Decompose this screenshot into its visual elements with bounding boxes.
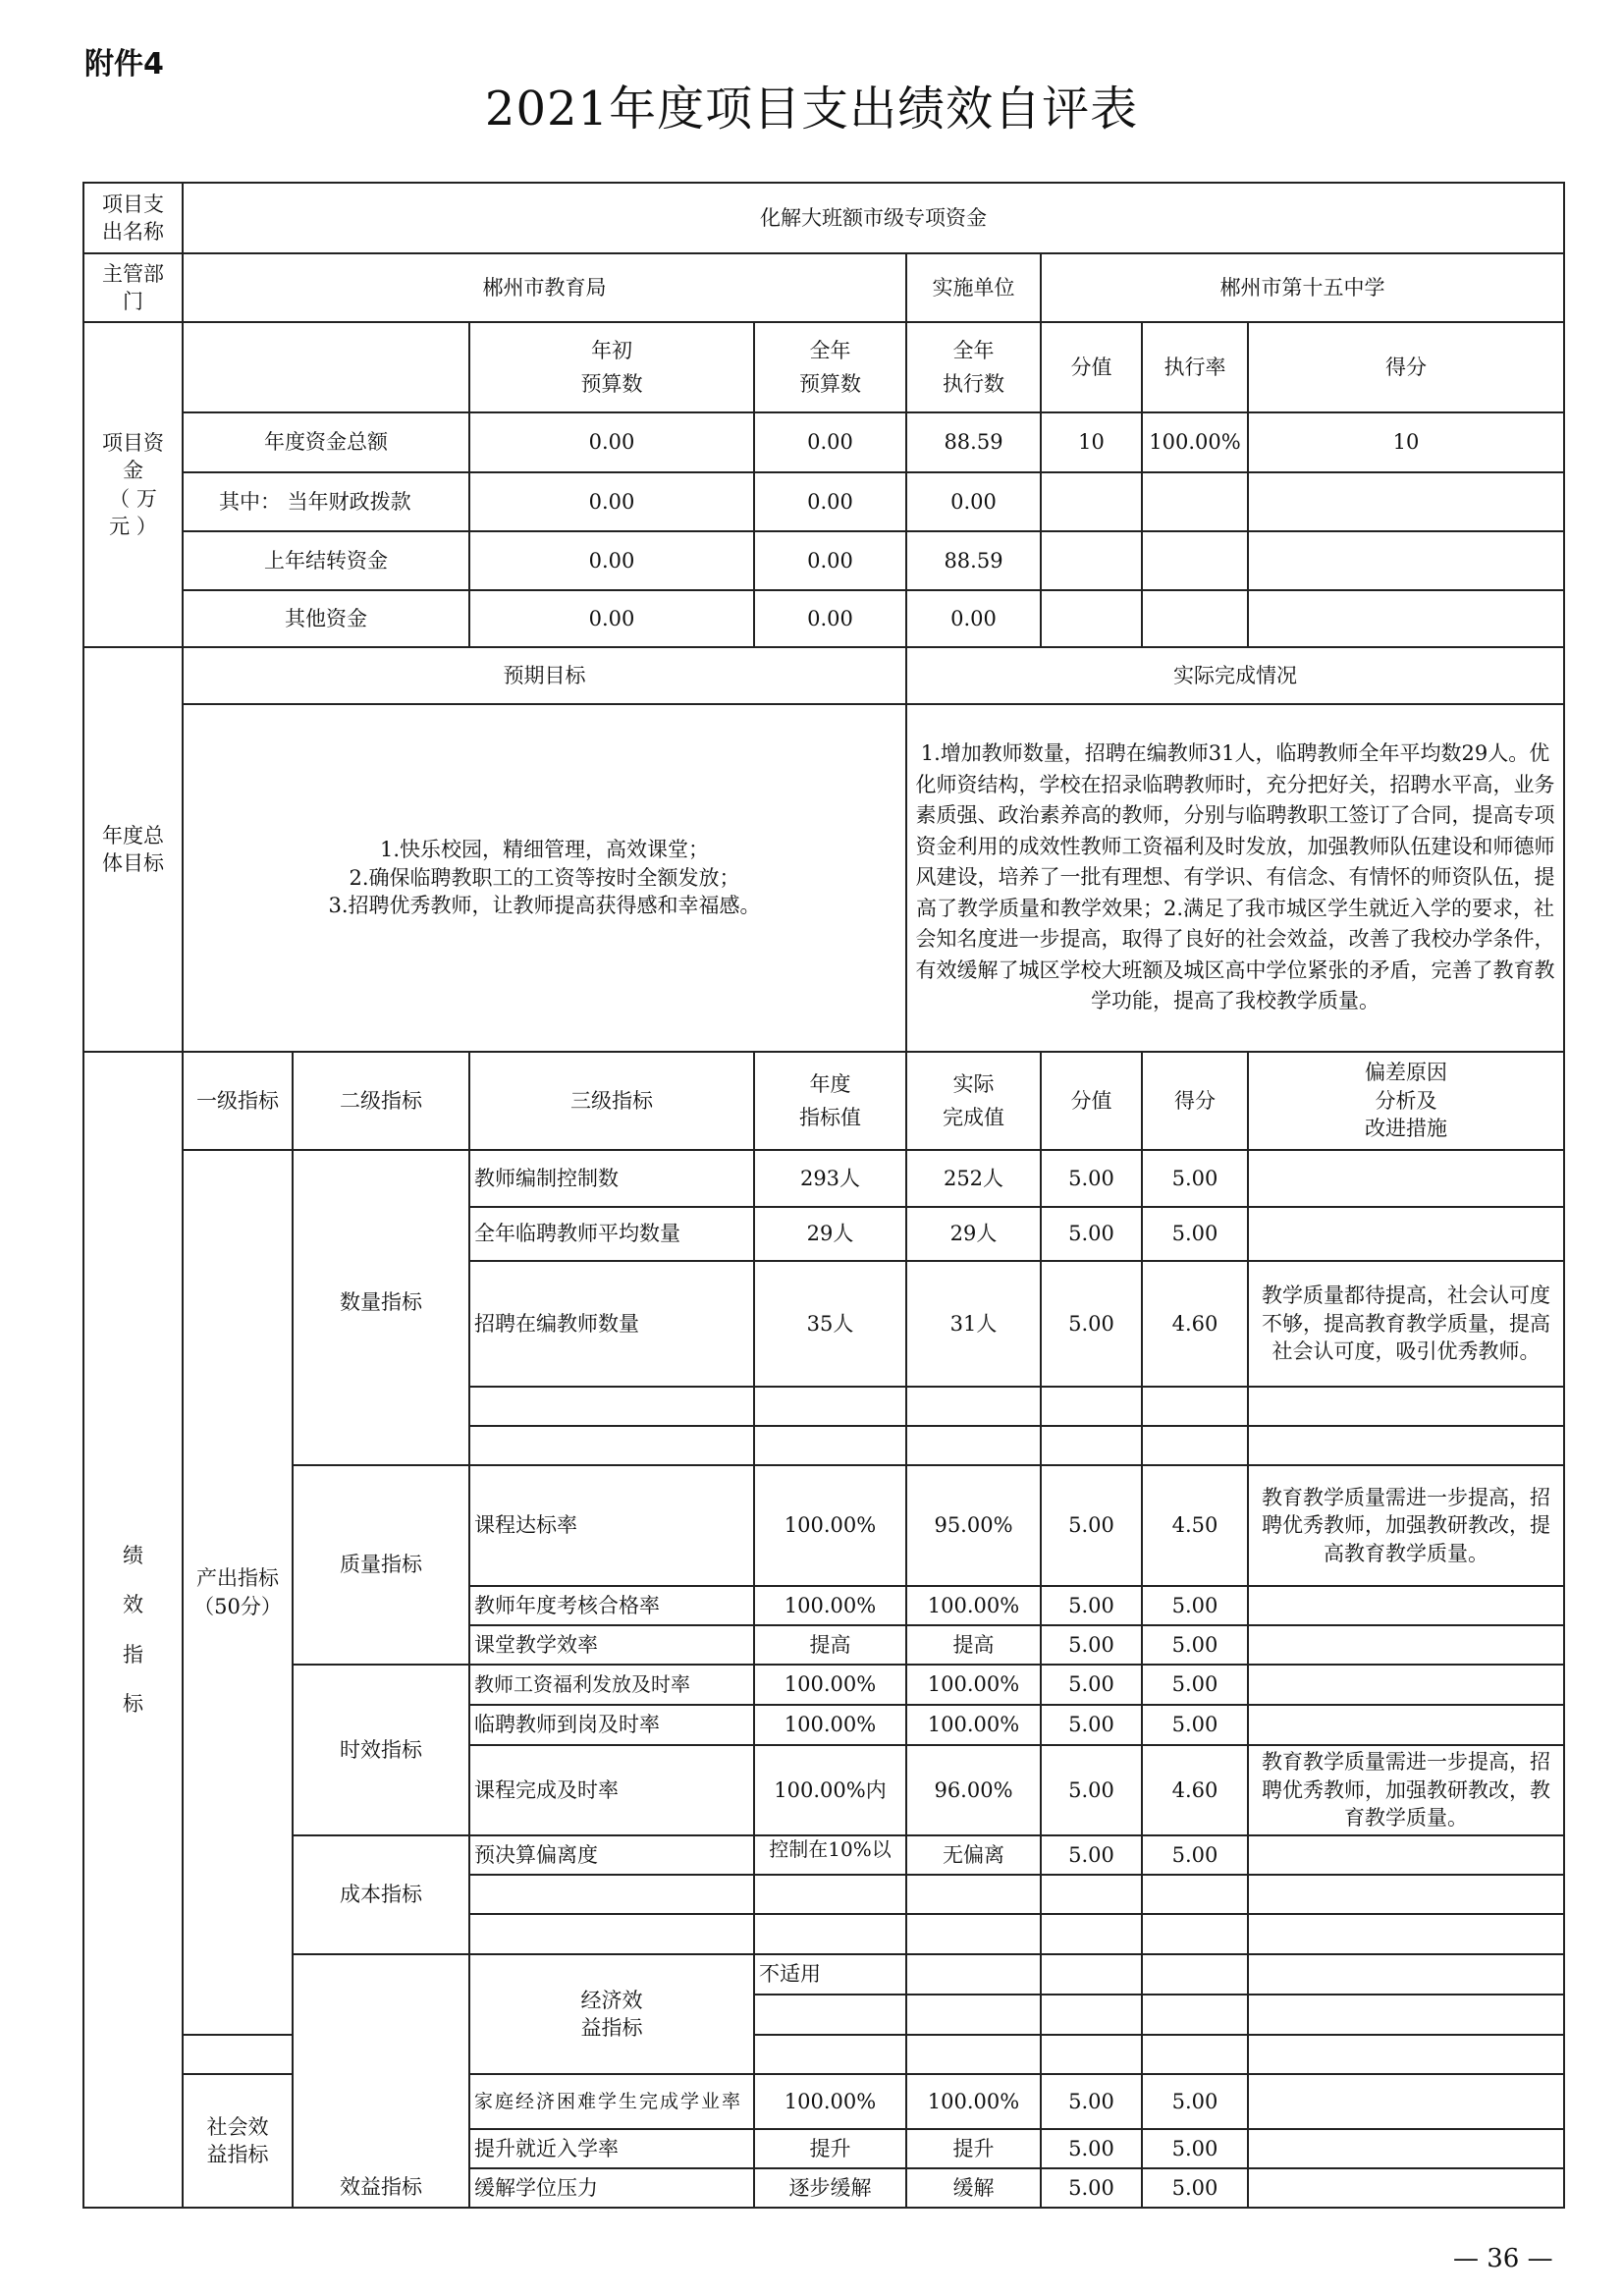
funds-score [1248, 472, 1564, 531]
indicator-target: 100.00% [754, 1465, 906, 1586]
dept-value: 郴州市教育局 [183, 253, 906, 322]
indicator-actual: 100.00% [906, 1705, 1041, 1745]
actual-header: 实际 完成值 [906, 1052, 1041, 1150]
indicator-deviation [1248, 1665, 1564, 1705]
indicator-score-value: 5.00 [1041, 1465, 1142, 1586]
indicator-actual: 96.00% [906, 1745, 1041, 1835]
performance-table [82, 182, 1565, 2209]
indicator-score: 5.00 [1142, 1625, 1248, 1665]
indicator-score: 4.60 [1142, 1745, 1248, 1835]
indicator-name: 预决算偏离度 [469, 1835, 754, 1875]
funds-row-label: 上年结转资金 [183, 531, 469, 590]
indicator-deviation [1248, 1207, 1564, 1261]
indicator-score-value [1142, 1954, 1248, 1995]
indicator-name: 提升就近入学率 [469, 2129, 754, 2168]
indicator-actual: 提高 [906, 1625, 1041, 1665]
indicator-actual: 缓解 [906, 2168, 1041, 2208]
indicator-score: 5.00 [1142, 1835, 1248, 1875]
target-header: 年度 指标值 [754, 1052, 906, 1150]
funds-row [83, 590, 1564, 647]
empty-cell [906, 2035, 1041, 2074]
empty-cell [1142, 1426, 1248, 1465]
indicator-score-value: 5.00 [1041, 1586, 1142, 1625]
indicator-score: 5.00 [1142, 1705, 1248, 1745]
funds-rate [1142, 590, 1248, 647]
indicator-score-value: 5.00 [1041, 2129, 1142, 2168]
funds-rate: 100.00% [1142, 412, 1248, 472]
funds-initial: 0.00 [469, 412, 754, 472]
empty-cell [906, 1875, 1041, 1914]
quality-indicator-label: 质量指标 [293, 1465, 469, 1665]
funds-exec: 0.00 [906, 590, 1041, 647]
indicator-name: 课堂教学效率 [469, 1625, 754, 1665]
indicator-score-value: 5.00 [1041, 1665, 1142, 1705]
funds-score-value [1041, 531, 1142, 590]
funds-exec: 88.59 [906, 412, 1041, 472]
indicator-score: 5.00 [1142, 1207, 1248, 1261]
indicator-score: 4.50 [1142, 1465, 1248, 1586]
empty-cell [1142, 2035, 1248, 2074]
funds-exec: 0.00 [906, 472, 1041, 531]
indicator-actual [1041, 1954, 1142, 1995]
funds-row [83, 412, 1564, 472]
indicator-deviation [1248, 2074, 1564, 2129]
level3-header: 三级指标 [469, 1052, 754, 1150]
indicator-target: 控制在10%以 [754, 1835, 906, 1875]
indicator-score: 5.00 [1142, 2168, 1248, 2208]
funds-initial: 0.00 [469, 531, 754, 590]
indicator-actual: 95.00% [906, 1465, 1041, 1586]
indicator-deviation: 教育教学质量需进一步提高，招聘优秀教师，加强教研教改，提高教育教学质量。 [1248, 1465, 1564, 1586]
indicator-target: 100.00% [754, 1665, 906, 1705]
indicator-score: 5.00 [1142, 1150, 1248, 1207]
level1-header: 一级指标 [183, 1052, 293, 1150]
actual-results: 1.增加教师数量，招聘在编教师31人，临聘教师全年平均数29人。优化师资结构，学校在招录临聘教师时，充分把好关，招聘水平高，业务素质强、政治素养高的教师，分别与临聘教职工签订了合同，提高专项资金利用的成效性教师工资福利及时发放，加强教师队伍建设和师德师风建设，培养了一批有理想、有学识、有信念、有情怀的师资队伍，提高了教学质量和教学效果；2.满足了我市城区学生就近入学的要求，社会知名度进一步提高，取得了良好的社会效益，改善了我校办学条件，有效缓解了城区学校大班额及城区高中学位紧张的矛盾，完善了教育教学功能，提高了我校教学质量。 [906, 704, 1564, 1052]
empty-cell [754, 1914, 906, 1954]
indicator-score-value: 5.00 [1041, 1745, 1142, 1835]
indicator-actual: 提升 [906, 2129, 1041, 2168]
indicator-name: 招聘在编教师数量 [469, 1261, 754, 1387]
funds-initial: 0.00 [469, 590, 754, 647]
funds-annual: 0.00 [754, 472, 906, 531]
indicator-deviation: 教学质量都待提高，社会认可度不够，提高教育教学质量，提高社会认可度，吸引优秀教师。 [1248, 1261, 1564, 1387]
funds-header-blank [183, 322, 469, 412]
empty-cell [754, 2035, 906, 2074]
funds-score-value [1041, 472, 1142, 531]
empty-cell [754, 1995, 906, 2035]
indicator-actual: 29人 [906, 1207, 1041, 1261]
indicator-name: 缓解学位压力 [469, 2168, 754, 2208]
score-value-header: 分值 [1041, 322, 1142, 412]
indicator-target: 提高 [754, 1625, 906, 1665]
indicator-actual: 100.00% [906, 2074, 1041, 2129]
indicator-target: 100.00%内 [754, 1745, 906, 1835]
indicator-score: 5.00 [1142, 2129, 1248, 2168]
funds-score-value: 10 [1041, 412, 1142, 472]
indicator-actual: 31人 [906, 1261, 1041, 1387]
empty-cell [1248, 1387, 1564, 1426]
attachment-label: 附件4 [84, 47, 164, 82]
indicator-target: 100.00% [754, 2074, 906, 2129]
indicator-actual: 100.00% [906, 1665, 1041, 1705]
page-number: — 36 — [1453, 2244, 1553, 2273]
indicator-name: 不适用 [754, 1954, 906, 1995]
funds-row-label: 其中： 当年财政拨款 [183, 472, 469, 531]
indicator-deviation [1248, 1625, 1564, 1665]
empty-cell [1041, 1875, 1142, 1914]
empty-cell [754, 1875, 906, 1914]
economic-indicator-label: 经济效 益指标 [469, 1954, 754, 2074]
empty-cell [1142, 1387, 1248, 1426]
funds-row [83, 472, 1564, 531]
empty-cell [183, 2035, 293, 2074]
indicator-actual: 100.00% [906, 1586, 1041, 1625]
indicator-score-value: 5.00 [1041, 1835, 1142, 1875]
cost-indicator-label: 成本指标 [293, 1835, 469, 1954]
empty-cell [469, 1875, 754, 1914]
impl-unit-label: 实施单位 [906, 253, 1041, 322]
empty-cell [1041, 2035, 1142, 2074]
project-name-label: 项目支 出名称 [83, 183, 183, 253]
indicator-actual: 252人 [906, 1150, 1041, 1207]
funds-row-label: 其他资金 [183, 590, 469, 647]
expected-goal-line: 2.确保临聘教职工的工资等按时全额发放； [349, 865, 740, 890]
empty-cell [906, 1426, 1041, 1465]
expected-goal-line: 3.招聘优秀教师，让教师提高获得感和幸福感。 [328, 894, 761, 918]
dept-label: 主管部 门 [83, 253, 183, 322]
empty-cell [1142, 1995, 1248, 2035]
indicator-target: 提升 [754, 2129, 906, 2168]
empty-cell [754, 1387, 906, 1426]
funds-exec: 88.59 [906, 531, 1041, 590]
empty-cell [1041, 1914, 1142, 1954]
indicator-score-value: 5.00 [1041, 1261, 1142, 1387]
deviation-header: 偏差原因 分析及 改进措施 [1248, 1052, 1564, 1150]
indicator-deviation [1248, 1586, 1564, 1625]
empty-cell [1041, 1387, 1142, 1426]
indicator-score [1248, 1954, 1564, 1995]
funds-rate [1142, 472, 1248, 531]
indicator-name: 教师年度考核合格率 [469, 1586, 754, 1625]
funds-annual: 0.00 [754, 412, 906, 472]
indicator-score-value: 5.00 [1041, 1150, 1142, 1207]
exec-rate-header: 执行率 [1142, 322, 1248, 412]
indicator-deviation [1248, 2129, 1564, 2168]
indicator-name: 全年临聘教师平均数量 [469, 1207, 754, 1261]
empty-cell [906, 1387, 1041, 1426]
empty-cell [469, 1914, 754, 1954]
empty-cell [1142, 1914, 1248, 1954]
empty-cell [1248, 1875, 1564, 1914]
indicator-target: 100.00% [754, 1705, 906, 1745]
timeliness-indicator-label: 时效指标 [293, 1665, 469, 1835]
empty-cell [1041, 1995, 1142, 2035]
indicator-name: 教师工资福利发放及时率 [469, 1665, 754, 1705]
empty-cell [906, 1995, 1041, 2035]
empty-cell [1041, 1426, 1142, 1465]
funds-score-value [1041, 590, 1142, 647]
funds-score [1248, 590, 1564, 647]
indicator-score-value: 5.00 [1041, 2168, 1142, 2208]
benefit-indicator-label: 效益指标 [293, 1954, 469, 2208]
funds-score [1248, 531, 1564, 590]
score-header: 得分 [1248, 322, 1564, 412]
indicator-name: 家庭经济困难学生完成学业率 [469, 2074, 754, 2129]
funds-rate [1142, 531, 1248, 590]
initial-budget-header: 年初 预算数 [469, 322, 754, 412]
impl-unit-value: 郴州市第十五中学 [1041, 253, 1564, 322]
empty-cell [1248, 1914, 1564, 1954]
empty-cell [1142, 1875, 1248, 1914]
funds-score: 10 [1248, 412, 1564, 472]
indicator-deviation [1248, 1150, 1564, 1207]
output-indicator-label: 产出指标 （50分） [183, 1150, 293, 2035]
indicator-name: 课程达标率 [469, 1465, 754, 1586]
indicator-score-value: 5.00 [1041, 1625, 1142, 1665]
indicator-deviation [1248, 1835, 1564, 1875]
empty-cell [1248, 2035, 1564, 2074]
indicator-target: 293人 [754, 1150, 906, 1207]
indicator-name: 课程完成及时率 [469, 1745, 754, 1835]
annual-budget-header: 全年 预算数 [754, 322, 906, 412]
project-name-value: 化解大班额市级专项资金 [183, 183, 1564, 253]
expected-goal-line: 1.快乐校园，精细管理，高效课堂； [379, 838, 710, 862]
empty-cell [469, 1387, 754, 1426]
indicator-target: 29人 [754, 1207, 906, 1261]
funds-section-label: 项目资 金 （ 万 元 ） [83, 322, 183, 647]
actual-result-header: 实际完成情况 [906, 647, 1564, 704]
indicator-score: 5.00 [1142, 2074, 1248, 2129]
expected-goals [183, 704, 906, 1052]
empty-cell [469, 1426, 754, 1465]
empty-cell [754, 1426, 906, 1465]
ind-score-header: 得分 [1142, 1052, 1248, 1150]
annual-exec-header: 全年 执行数 [906, 322, 1041, 412]
indicator-score-value: 5.00 [1041, 1705, 1142, 1745]
empty-cell [1248, 1426, 1564, 1465]
funds-annual: 0.00 [754, 590, 906, 647]
social-indicator-label: 社会效 益指标 [183, 2074, 293, 2208]
empty-cell [906, 1914, 1041, 1954]
indicators-section-label: 绩 效 指 标 [83, 1052, 183, 2208]
indicator-name: 临聘教师到岗及时率 [469, 1705, 754, 1745]
indicator-score: 4.60 [1142, 1261, 1248, 1387]
indicator-actual: 无偏离 [906, 1835, 1041, 1875]
funds-row-label: 年度资金总额 [183, 412, 469, 472]
indicator-deviation: 教育教学质量需进一步提高，招聘优秀教师，加强教研教改，教育教学质量。 [1248, 1745, 1564, 1835]
indicator-target: 100.00% [754, 1586, 906, 1625]
indicator-target: 逐步缓解 [754, 2168, 906, 2208]
ind-score-value-header: 分值 [1041, 1052, 1142, 1150]
indicator-target [906, 1954, 1041, 1995]
indicator-score: 5.00 [1142, 1665, 1248, 1705]
empty-cell [1248, 1995, 1564, 2035]
quantity-indicator-label: 数量指标 [293, 1150, 469, 1465]
indicator-target: 35人 [754, 1261, 906, 1387]
funds-initial: 0.00 [469, 472, 754, 531]
indicator-score-value: 5.00 [1041, 2074, 1142, 2129]
goals-section-label: 年度总 体目标 [83, 647, 183, 1052]
indicator-score-value: 5.00 [1041, 1207, 1142, 1261]
indicator-name: 教师编制控制数 [469, 1150, 754, 1207]
expected-goal-header: 预期目标 [183, 647, 906, 704]
indicator-deviation [1248, 1705, 1564, 1745]
indicator-deviation [1248, 2168, 1564, 2208]
level2-header: 二级指标 [293, 1052, 469, 1150]
indicator-score: 5.00 [1142, 1586, 1248, 1625]
funds-annual: 0.00 [754, 531, 906, 590]
funds-row [83, 531, 1564, 590]
page-title: 2021年度项目支出绩效自评表 [484, 82, 1139, 137]
